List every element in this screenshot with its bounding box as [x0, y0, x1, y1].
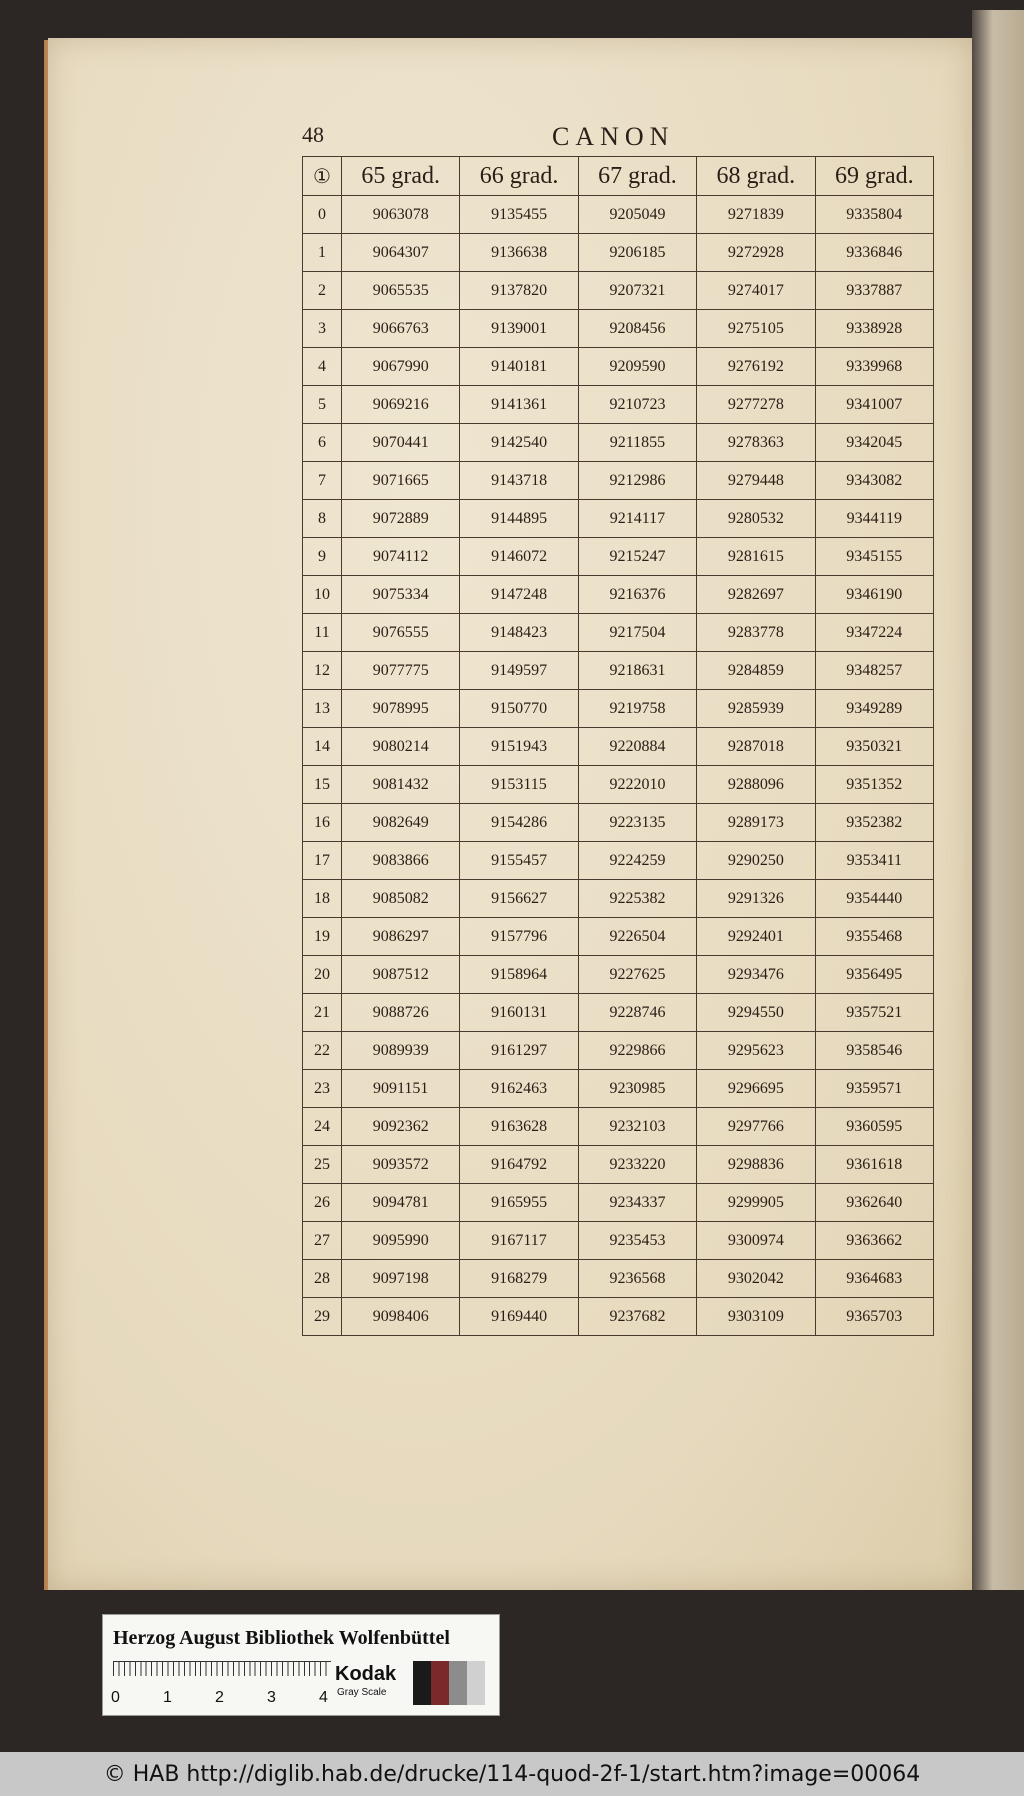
- copyright-footer: [0, 1752, 1024, 1796]
- sine-value-cell: 9086297: [342, 918, 460, 956]
- sine-value-cell: 9146072: [460, 538, 578, 576]
- sine-value-cell: 9212986: [578, 462, 696, 500]
- sine-value-cell: 9070441: [342, 424, 460, 462]
- table-row: [303, 1260, 934, 1298]
- sine-value-cell: 9083866: [342, 842, 460, 880]
- sine-value-cell: 9365703: [815, 1298, 933, 1336]
- scale-number: 2: [215, 1689, 224, 1706]
- sine-value-cell: 9151943: [460, 728, 578, 766]
- sine-value-cell: 9349289: [815, 690, 933, 728]
- sine-value-cell: 9064307: [342, 234, 460, 272]
- table-row: [303, 424, 934, 462]
- sine-value-cell: 9066763: [342, 310, 460, 348]
- sine-value-cell: 9077775: [342, 652, 460, 690]
- sine-value-cell: 9169440: [460, 1298, 578, 1336]
- table-row: [303, 1146, 934, 1184]
- minute-index-cell: 1: [303, 234, 342, 272]
- corner-symbol: ①: [303, 157, 342, 196]
- sine-value-cell: 9156627: [460, 880, 578, 918]
- minute-index-cell: 0: [303, 196, 342, 234]
- minute-index-cell: 22: [303, 1032, 342, 1070]
- minute-index-cell: 6: [303, 424, 342, 462]
- minute-index-cell: 9: [303, 538, 342, 576]
- sine-value-cell: 9290250: [697, 842, 815, 880]
- sine-value-cell: 9229866: [578, 1032, 696, 1070]
- sine-value-cell: 9076555: [342, 614, 460, 652]
- sine-value-cell: 9339968: [815, 348, 933, 386]
- sine-value-cell: 9157796: [460, 918, 578, 956]
- sine-value-cell: 9360595: [815, 1108, 933, 1146]
- sine-value-cell: 9275105: [697, 310, 815, 348]
- sine-value-cell: 9276192: [697, 348, 815, 386]
- sine-value-cell: 9071665: [342, 462, 460, 500]
- table-row: [303, 310, 934, 348]
- sine-value-cell: 9346190: [815, 576, 933, 614]
- sine-value-cell: 9081432: [342, 766, 460, 804]
- table-row: [303, 766, 934, 804]
- minute-index-cell: 10: [303, 576, 342, 614]
- sine-value-cell: 9205049: [578, 196, 696, 234]
- sine-value-cell: 9136638: [460, 234, 578, 272]
- sine-value-cell: 9094781: [342, 1184, 460, 1222]
- sine-value-cell: 9092362: [342, 1108, 460, 1146]
- sine-value-cell: 9357521: [815, 994, 933, 1032]
- minute-index-cell: 4: [303, 348, 342, 386]
- sine-value-cell: 9158964: [460, 956, 578, 994]
- sine-value-cell: 9300974: [697, 1222, 815, 1260]
- scale-number: 3: [267, 1689, 276, 1706]
- sine-value-cell: 9214117: [578, 500, 696, 538]
- sine-value-cell: 9206185: [578, 234, 696, 272]
- table-row: [303, 348, 934, 386]
- sine-value-cell: 9149597: [460, 652, 578, 690]
- sine-value-cell: 9271839: [697, 196, 815, 234]
- scale-number: 4: [319, 1689, 328, 1706]
- sine-value-cell: 9140181: [460, 348, 578, 386]
- column-header: 66 grad.: [460, 157, 578, 196]
- institution-name: Herzog August Bibliothek Wolfenbüttel: [113, 1627, 450, 1649]
- page-number: 48: [302, 122, 324, 147]
- sine-value-cell: 9164792: [460, 1146, 578, 1184]
- table-row: [303, 880, 934, 918]
- sine-value-cell: 9220884: [578, 728, 696, 766]
- sine-value-cell: 9281615: [697, 538, 815, 576]
- sine-value-cell: 9074112: [342, 538, 460, 576]
- sine-value-cell: 9144895: [460, 500, 578, 538]
- sine-value-cell: 9289173: [697, 804, 815, 842]
- sine-value-cell: 9065535: [342, 272, 460, 310]
- sine-value-cell: 9141361: [460, 386, 578, 424]
- sine-value-cell: 9219758: [578, 690, 696, 728]
- sine-value-cell: 9278363: [697, 424, 815, 462]
- sine-value-cell: 9296695: [697, 1070, 815, 1108]
- scale-number: 0: [111, 1689, 120, 1706]
- sine-value-cell: 9288096: [697, 766, 815, 804]
- sine-value-cell: 9228746: [578, 994, 696, 1032]
- minute-index-cell: 24: [303, 1108, 342, 1146]
- table-row: [303, 652, 934, 690]
- sine-value-cell: 9351352: [815, 766, 933, 804]
- sine-value-cell: 9353411: [815, 842, 933, 880]
- scale-numbers: [111, 1689, 341, 1709]
- sine-value-cell: 9298836: [697, 1146, 815, 1184]
- sine-value-cell: 9350321: [815, 728, 933, 766]
- minute-index-cell: 3: [303, 310, 342, 348]
- sine-value-cell: 9295623: [697, 1032, 815, 1070]
- sine-value-cell: 9208456: [578, 310, 696, 348]
- running-head: [302, 122, 942, 158]
- color-calibration-bar: [102, 1614, 500, 1716]
- sine-value-cell: 9160131: [460, 994, 578, 1032]
- sine-value-cell: 9222010: [578, 766, 696, 804]
- sine-value-cell: 9143718: [460, 462, 578, 500]
- table-row: [303, 234, 934, 272]
- sine-value-cell: 9163628: [460, 1108, 578, 1146]
- sine-value-cell: 9272928: [697, 234, 815, 272]
- sine-value-cell: 9293476: [697, 956, 815, 994]
- sine-value-cell: 9069216: [342, 386, 460, 424]
- table-row: [303, 1298, 934, 1336]
- sine-value-cell: 9080214: [342, 728, 460, 766]
- sine-value-cell: 9210723: [578, 386, 696, 424]
- minute-index-cell: 25: [303, 1146, 342, 1184]
- sine-value-cell: 9354440: [815, 880, 933, 918]
- swatch-gray: [449, 1661, 467, 1705]
- sine-value-cell: 9161297: [460, 1032, 578, 1070]
- table-row: [303, 1108, 934, 1146]
- sine-value-cell: 9291326: [697, 880, 815, 918]
- minute-index-cell: 17: [303, 842, 342, 880]
- table-row: [303, 918, 934, 956]
- minute-index-cell: 27: [303, 1222, 342, 1260]
- sine-value-cell: 9282697: [697, 576, 815, 614]
- sine-value-cell: 9343082: [815, 462, 933, 500]
- table-row: [303, 690, 934, 728]
- kodak-logo: Kodak: [335, 1663, 397, 1685]
- minute-index-cell: 28: [303, 1260, 342, 1298]
- table-row: [303, 1070, 934, 1108]
- table-row: [303, 728, 934, 766]
- sine-value-cell: 9352382: [815, 804, 933, 842]
- swatch-black: [413, 1661, 431, 1705]
- minute-index-cell: 12: [303, 652, 342, 690]
- sine-value-cell: 9284859: [697, 652, 815, 690]
- facing-page-edge: [972, 10, 1024, 1590]
- sine-value-cell: 9347224: [815, 614, 933, 652]
- sine-value-cell: 9359571: [815, 1070, 933, 1108]
- sine-value-cell: 9093572: [342, 1146, 460, 1184]
- sine-value-cell: 9072889: [342, 500, 460, 538]
- scale-number: 1: [163, 1689, 172, 1706]
- sine-value-cell: 9089939: [342, 1032, 460, 1070]
- table-row: [303, 1184, 934, 1222]
- table-body: [303, 196, 934, 1336]
- minute-index-cell: 21: [303, 994, 342, 1032]
- sine-value-cell: 9135455: [460, 196, 578, 234]
- table-row: [303, 956, 934, 994]
- sine-value-cell: 9095990: [342, 1222, 460, 1260]
- sine-value-cell: 9277278: [697, 386, 815, 424]
- sine-value-cell: 9224259: [578, 842, 696, 880]
- minute-index-cell: 20: [303, 956, 342, 994]
- column-header: 65 grad.: [342, 157, 460, 196]
- sine-value-cell: 9153115: [460, 766, 578, 804]
- sine-value-cell: 9230985: [578, 1070, 696, 1108]
- table-row: [303, 842, 934, 880]
- sine-value-cell: 9283778: [697, 614, 815, 652]
- minute-index-cell: 26: [303, 1184, 342, 1222]
- minute-index-cell: 18: [303, 880, 342, 918]
- sine-value-cell: 9225382: [578, 880, 696, 918]
- table-row: [303, 196, 934, 234]
- minute-index-cell: 8: [303, 500, 342, 538]
- minute-index-cell: 5: [303, 386, 342, 424]
- sine-value-cell: 9363662: [815, 1222, 933, 1260]
- page-title: CANON: [552, 122, 675, 151]
- sine-value-cell: 9234337: [578, 1184, 696, 1222]
- table-row: [303, 462, 934, 500]
- table-row: [303, 576, 934, 614]
- sine-value-cell: 9297766: [697, 1108, 815, 1146]
- table-row: [303, 614, 934, 652]
- scale-ruler: [113, 1661, 331, 1684]
- sine-value-cell: 9274017: [697, 272, 815, 310]
- sine-value-cell: 9341007: [815, 386, 933, 424]
- sine-value-cell: 9287018: [697, 728, 815, 766]
- sine-value-cell: 9218631: [578, 652, 696, 690]
- sine-value-cell: 9338928: [815, 310, 933, 348]
- sine-value-cell: 9342045: [815, 424, 933, 462]
- minute-index-cell: 15: [303, 766, 342, 804]
- sine-value-cell: 9345155: [815, 538, 933, 576]
- sine-value-cell: 9091151: [342, 1070, 460, 1108]
- sine-value-cell: 9162463: [460, 1070, 578, 1108]
- sine-value-cell: 9358546: [815, 1032, 933, 1070]
- gray-swatches: [413, 1661, 485, 1705]
- sine-value-cell: 9148423: [460, 614, 578, 652]
- sine-value-cell: 9075334: [342, 576, 460, 614]
- table-row: [303, 1222, 934, 1260]
- sine-value-cell: 9215247: [578, 538, 696, 576]
- sine-value-cell: 9216376: [578, 576, 696, 614]
- sine-value-cell: 9209590: [578, 348, 696, 386]
- sine-value-cell: 9098406: [342, 1298, 460, 1336]
- minute-index-cell: 29: [303, 1298, 342, 1336]
- sine-value-cell: 9356495: [815, 956, 933, 994]
- minute-index-cell: 16: [303, 804, 342, 842]
- table-row: [303, 386, 934, 424]
- table-row: [303, 272, 934, 310]
- sine-value-cell: 9336846: [815, 234, 933, 272]
- minute-index-cell: 11: [303, 614, 342, 652]
- sine-value-cell: 9087512: [342, 956, 460, 994]
- sine-value-cell: 9088726: [342, 994, 460, 1032]
- sine-value-cell: 9302042: [697, 1260, 815, 1298]
- sine-value-cell: 9207321: [578, 272, 696, 310]
- sine-value-cell: 9142540: [460, 424, 578, 462]
- sine-value-cell: 9139001: [460, 310, 578, 348]
- sine-value-cell: 9063078: [342, 196, 460, 234]
- sine-value-cell: 9233220: [578, 1146, 696, 1184]
- sine-value-cell: 9337887: [815, 272, 933, 310]
- sine-value-cell: 9165955: [460, 1184, 578, 1222]
- sine-value-cell: 9168279: [460, 1260, 578, 1298]
- minute-index-cell: 19: [303, 918, 342, 956]
- sine-value-cell: 9294550: [697, 994, 815, 1032]
- sine-value-cell: 9147248: [460, 576, 578, 614]
- sine-value-cell: 9237682: [578, 1298, 696, 1336]
- sine-value-cell: 9155457: [460, 842, 578, 880]
- column-header: 69 grad.: [815, 157, 933, 196]
- swatch-light: [467, 1661, 485, 1705]
- sine-value-cell: 9217504: [578, 614, 696, 652]
- sine-value-cell: 9232103: [578, 1108, 696, 1146]
- sine-value-cell: 9082649: [342, 804, 460, 842]
- sine-value-cell: 9285939: [697, 690, 815, 728]
- swatch-red: [431, 1661, 449, 1705]
- sine-value-cell: 9078995: [342, 690, 460, 728]
- sine-value-cell: 9150770: [460, 690, 578, 728]
- minute-index-cell: 23: [303, 1070, 342, 1108]
- sine-value-cell: 9097198: [342, 1260, 460, 1298]
- minute-index-cell: 2: [303, 272, 342, 310]
- minute-index-cell: 7: [303, 462, 342, 500]
- sine-value-cell: 9303109: [697, 1298, 815, 1336]
- sine-table: [302, 156, 934, 1336]
- sine-value-cell: 9235453: [578, 1222, 696, 1260]
- table-header-row: [303, 157, 934, 196]
- sine-value-cell: 9280532: [697, 500, 815, 538]
- sine-value-cell: 9137820: [460, 272, 578, 310]
- footer-credit: © HAB http://diglib.hab.de/drucke/114-quod-2f-1/start.htm?image=00064: [103, 1761, 921, 1787]
- sine-value-cell: 9226504: [578, 918, 696, 956]
- gray-scale-label: Gray Scale: [337, 1687, 387, 1698]
- sine-value-cell: 9223135: [578, 804, 696, 842]
- column-header: 68 grad.: [697, 157, 815, 196]
- sine-value-cell: 9364683: [815, 1260, 933, 1298]
- sine-value-cell: 9227625: [578, 956, 696, 994]
- table-row: [303, 500, 934, 538]
- sine-value-cell: 9154286: [460, 804, 578, 842]
- minute-index-cell: 14: [303, 728, 342, 766]
- sine-value-cell: 9085082: [342, 880, 460, 918]
- sine-value-cell: 9361618: [815, 1146, 933, 1184]
- sine-value-cell: 9335804: [815, 196, 933, 234]
- sine-value-cell: 9292401: [697, 918, 815, 956]
- table-row: [303, 538, 934, 576]
- sine-value-cell: 9362640: [815, 1184, 933, 1222]
- sine-value-cell: 9167117: [460, 1222, 578, 1260]
- table-row: [303, 994, 934, 1032]
- sine-value-cell: 9279448: [697, 462, 815, 500]
- table-row: [303, 804, 934, 842]
- minute-index-cell: 13: [303, 690, 342, 728]
- table-row: [303, 1032, 934, 1070]
- sine-value-cell: 9236568: [578, 1260, 696, 1298]
- sine-value-cell: 9211855: [578, 424, 696, 462]
- column-header: 67 grad.: [578, 157, 696, 196]
- sine-value-cell: 9067990: [342, 348, 460, 386]
- sine-value-cell: 9344119: [815, 500, 933, 538]
- sine-value-cell: 9299905: [697, 1184, 815, 1222]
- sine-value-cell: 9355468: [815, 918, 933, 956]
- sine-value-cell: 9348257: [815, 652, 933, 690]
